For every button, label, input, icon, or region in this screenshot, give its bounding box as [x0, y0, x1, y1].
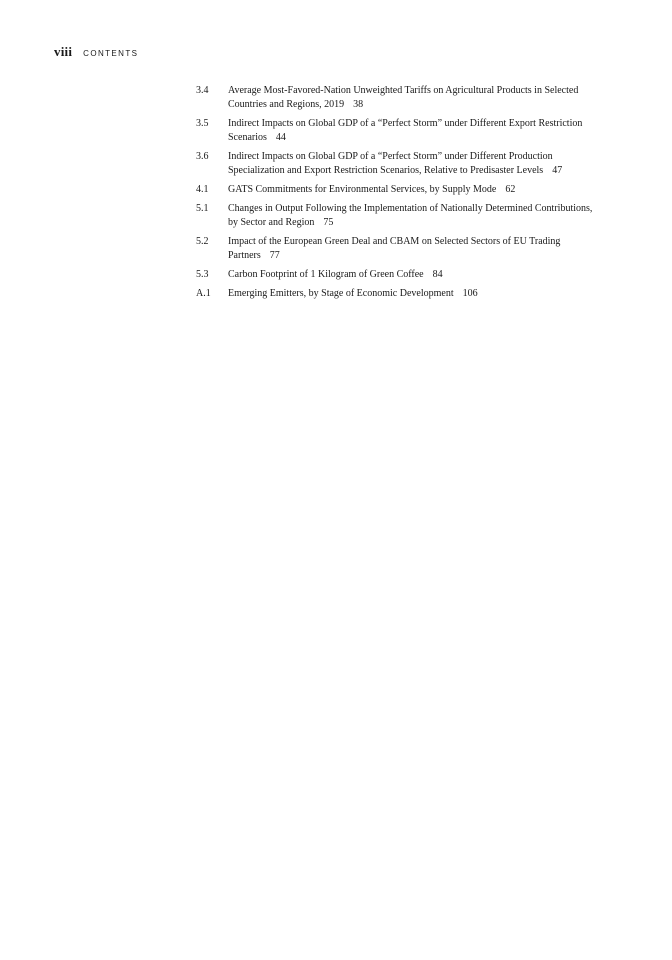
- entry-number: 5.1: [196, 203, 209, 214]
- entry-number: 3.5: [196, 118, 209, 129]
- entry-page: 44: [275, 132, 286, 143]
- entry-number: 4.1: [196, 184, 209, 195]
- section-name: CONTENTS: [83, 49, 139, 58]
- list-item: [196, 268, 600, 282]
- entry-title: Impact of the European Green Deal and CBAM on Selected Sectors of EU Trading Partners: [228, 236, 561, 261]
- entry-title: Indirect Impacts on Global GDP of a “Perfect Storm” under Different Export Restriction Scenarios: [228, 118, 583, 143]
- page-number: viii: [54, 44, 73, 59]
- entry-title: Carbon Footprint of 1 Kilogram of Green Coffee: [228, 269, 424, 280]
- list-item: [196, 117, 600, 145]
- list-item: [196, 84, 600, 112]
- entry-text: [228, 287, 600, 301]
- list-item: [196, 183, 600, 197]
- list-item: [196, 287, 600, 301]
- entry-page: 38: [353, 99, 364, 110]
- entry-number: 5.2: [196, 236, 209, 247]
- entry-title: Changes in Output Following the Implementation of Nationally Determined Contributions, by Sector and Region: [228, 203, 593, 228]
- entry-page: 47: [552, 165, 563, 176]
- entry-page: 62: [505, 184, 516, 195]
- entry-text: [228, 202, 600, 230]
- entry-number: 3.4: [196, 85, 209, 96]
- entry-text: [228, 84, 600, 112]
- entry-text: [228, 150, 600, 178]
- running-head: [54, 44, 138, 60]
- table-list: [196, 84, 600, 306]
- entry-title: GATS Commitments for Environmental Services, by Supply Mode: [228, 184, 497, 195]
- entry-number: 5.3: [196, 269, 209, 280]
- entry-text: [228, 235, 600, 263]
- entry-number: 3.6: [196, 151, 209, 162]
- list-item: [196, 235, 600, 263]
- entry-page: 106: [462, 288, 478, 299]
- entry-page: 75: [323, 217, 334, 228]
- entry-text: [228, 117, 600, 145]
- entry-number: A.1: [196, 288, 211, 299]
- entry-title: Average Most-Favored-Nation Unweighted Tariffs on Agricultural Products in Selected Countries and Regions, 2019: [228, 85, 579, 110]
- entry-text: [228, 183, 600, 197]
- list-item: [196, 202, 600, 230]
- list-item: [196, 150, 600, 178]
- entry-page: 77: [269, 250, 280, 261]
- entry-title: Indirect Impacts on Global GDP of a “Perfect Storm” under Different Production Specialization and Export Restriction Scenarios, Relative to Predisaster Levels: [228, 151, 553, 176]
- entry-title: Emerging Emitters, by Stage of Economic Development: [228, 288, 454, 299]
- entry-page: 84: [432, 269, 443, 280]
- entry-text: [228, 268, 600, 282]
